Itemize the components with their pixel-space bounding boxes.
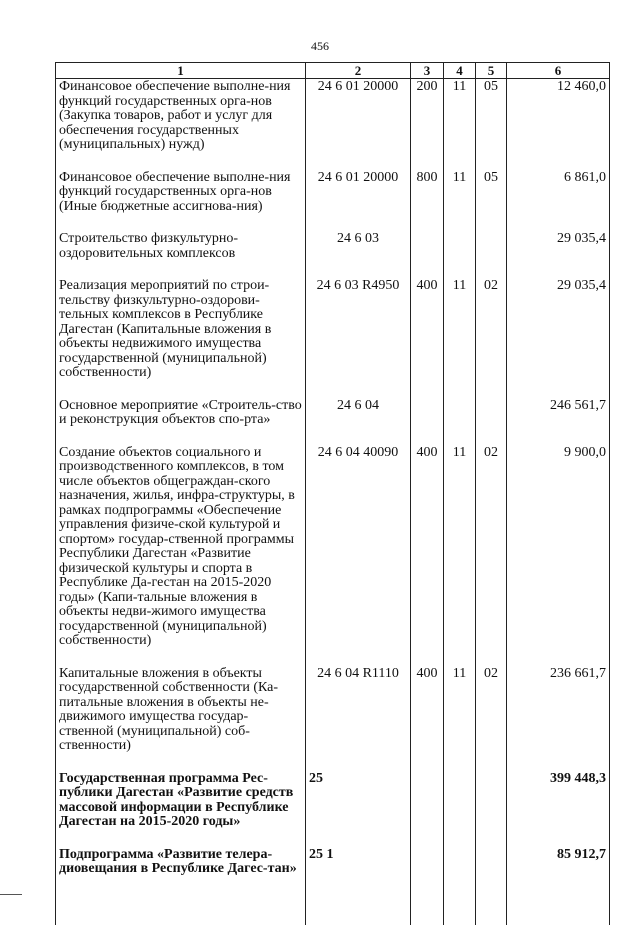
row-col5: 02: [476, 278, 507, 398]
row-name: Подпрограмма «Развитие телера-диовещания в Республике Дагес-тан»: [56, 847, 306, 925]
row-col4: [444, 847, 476, 925]
table-row: [56, 231, 610, 278]
row-col4: 11: [444, 666, 476, 771]
table-header-row: [56, 63, 610, 79]
row-amount: 12 460,0: [507, 79, 610, 170]
row-col3: [411, 231, 444, 278]
table-row: [56, 771, 610, 847]
row-col3: [411, 847, 444, 925]
page-number: 456: [311, 39, 329, 53]
table-row: [56, 79, 610, 170]
row-col4: [444, 398, 476, 445]
table-row: [56, 170, 610, 232]
table-row: [56, 847, 610, 925]
row-code: 25 1: [306, 847, 411, 925]
row-col5: 02: [476, 666, 507, 771]
row-code: 24 6 01 20000: [306, 170, 411, 232]
row-code: 24 6 04 40090: [306, 445, 411, 666]
row-amount: 399 448,3: [507, 771, 610, 847]
row-col3: 400: [411, 278, 444, 398]
row-amount: 9 900,0: [507, 445, 610, 666]
row-col4: 11: [444, 278, 476, 398]
row-col3: 800: [411, 170, 444, 232]
row-col4: [444, 231, 476, 278]
row-code: 24 6 01 20000: [306, 79, 411, 170]
table-row: [56, 445, 610, 666]
row-amount: 29 035,4: [507, 278, 610, 398]
row-code: 24 6 04: [306, 398, 411, 445]
row-col3: 200: [411, 79, 444, 170]
row-col4: 11: [444, 170, 476, 232]
row-col5: [476, 231, 507, 278]
row-col5: [476, 398, 507, 445]
row-amount: 236 661,7: [507, 666, 610, 771]
row-col4: 11: [444, 445, 476, 666]
column-header-4: 4: [444, 63, 476, 79]
row-col3: [411, 398, 444, 445]
table-row: [56, 666, 610, 771]
row-name: Финансовое обеспечение выполне-ния функций государственных орга-нов (Закупка товаров, работ и услуг для обеспечения государственных (муниципальных) нужд): [56, 79, 306, 170]
table-row: [56, 278, 610, 398]
column-header-2: 2: [306, 63, 411, 79]
row-col3: 400: [411, 445, 444, 666]
row-col4: [444, 771, 476, 847]
row-name: Государственная программа Рес-публики Дагестан «Развитие средств массовой информации в Республике Дагестан на 2015-2020 годы»: [56, 771, 306, 847]
budget-table: [55, 62, 610, 925]
row-col5: 05: [476, 79, 507, 170]
row-code: 24 6 03 R4950: [306, 278, 411, 398]
scan-corner-mark: [0, 876, 22, 895]
row-code: 25: [306, 771, 411, 847]
row-name: Реализация мероприятий по строи-тельству физкультурно-оздорови-тельных комплексов в Республике Дагестан (Капитальные вложения в объекты недвижимого имущества государственной (муниципальной) собственности): [56, 278, 306, 398]
row-name: Основное мероприятие «Строитель-ство и реконструкция объектов спо-рта»: [56, 398, 306, 445]
row-amount: 246 561,7: [507, 398, 610, 445]
column-header-6: 6: [507, 63, 610, 79]
column-header-3: 3: [411, 63, 444, 79]
row-name: Строительство физкультурно-оздоровительных комплексов: [56, 231, 306, 278]
row-col5: 02: [476, 445, 507, 666]
row-code: 24 6 03: [306, 231, 411, 278]
row-col5: 05: [476, 170, 507, 232]
row-col5: [476, 771, 507, 847]
row-amount: 6 861,0: [507, 170, 610, 232]
row-col3: [411, 771, 444, 847]
row-name: Капитальные вложения в объекты государственной собственности (Ка-питальные вложения в объекты не-движимого имущества государ-ственной (муниципальной) соб-ственности): [56, 666, 306, 771]
column-header-5: 5: [476, 63, 507, 79]
column-header-1: 1: [56, 63, 306, 79]
row-col5: [476, 847, 507, 925]
row-amount: 85 912,7: [507, 847, 610, 925]
row-code: 24 6 04 R1110: [306, 666, 411, 771]
row-name: Создание объектов социального и производственного комплексов, в том числе объектов общеграждан-ского назначения, жилья, инфра-структуры, в рамках подпрограммы «Обеспечение управления физиче-ской культурой и спортом» государ-ственной программы Республики Дагестан «Развитие физической культуры и спорта в Республике Да-гестан на 2015-2020 годы» (Капи-тальные вложения в объекты недви-жимого имущества государственной (муниципальной) собственности): [56, 445, 306, 666]
row-col3: 400: [411, 666, 444, 771]
table-row: [56, 398, 610, 445]
row-col4: 11: [444, 79, 476, 170]
row-amount: 29 035,4: [507, 231, 610, 278]
row-name: Финансовое обеспечение выполне-ния функций государственных орга-нов (Иные бюджетные ассигнова-ния): [56, 170, 306, 232]
